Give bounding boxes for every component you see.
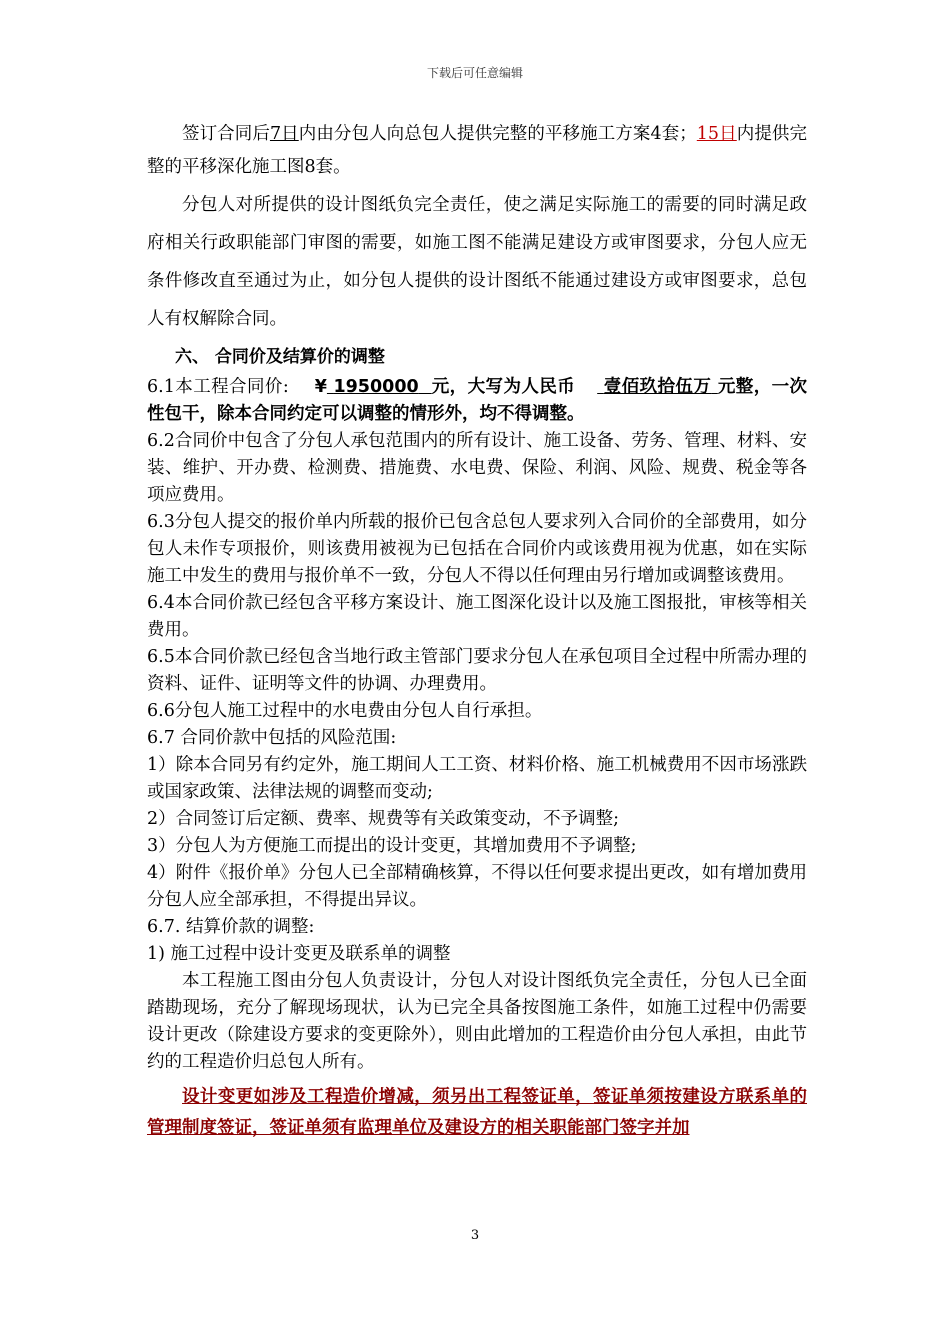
text: 6.1本工程合同价:: [147, 377, 289, 397]
risk-item-2: 2）合同签订后定额、费率、规费等有关政策变动，不予调整;: [147, 809, 620, 829]
section-heading: 六、 合同价及结算价的调整: [175, 347, 385, 367]
clause-6-6: 6.6分包人施工过程中的水电费由分包人自行承担。: [147, 701, 543, 721]
contract-amount: [327, 377, 432, 397]
amount-in-words: [597, 377, 718, 397]
document-body: [147, 118, 807, 1144]
paragraph-design-change: 本工程施工图由分包人负责设计，分包人对设计图纸负完全责任，分包人已全面踏勘现场，充分了解现场现状，认为已完全具备按图施工条件，如施工过程中仍需要设计更改（除建设方要求的变更除外），则由此增加的工程造价由分包人承担，由此节约的工程造价归总包人所有。: [147, 971, 807, 1072]
contract-amount-value: 1950000: [333, 377, 419, 397]
text: 元整: [717, 377, 754, 397]
paragraph-schedule: [147, 118, 807, 184]
page-header: 下载后可任意编辑: [426, 66, 523, 80]
paragraph-design-responsibility: 分包人对所提供的设计图纸负完全责任，使之满足实际施工的需要的同时满足政府相关行政职能部门审图的需要，如施工图不能满足建设方或审图要求，分包人应无条件修改直至通过为止，如分包人提供的设计图纸不能通过建设方或审图要求，总包人有权解除合同。: [147, 195, 807, 329]
bold-underlined-paragraph: 设计变更如涉及工程造价增减，须另出工程签证单，签证单须按建设方联系单的管理制度签证，签证单须有监理单位及建设方的相关职能部门签字并加: [147, 1087, 807, 1138]
risk-item-3: 3）分包人为方便施工而提出的设计变更，其增加费用不予调整;: [147, 836, 637, 856]
risk-item-1: 1）除本合同另有约定外，施工期间人工工资、材料价格、施工机械费用不因市场涨跌或国家政策、法律法规的调整而变动;: [147, 755, 807, 802]
amount-in-words-value: 壹佰玖拾伍万: [603, 377, 712, 397]
clause-6-7-settlement: 6.7. 结算价款的调整:: [147, 917, 315, 937]
text: ，一次性包干，除本合同约定可以调整的情形外，均不得调整。: [147, 377, 808, 424]
text: 内由分包人向总包人提供完整的平移施工方案4套；: [298, 124, 697, 144]
clause-6-1: [147, 374, 807, 428]
settlement-item-1: 1) 施工过程中设计变更及联系单的调整: [147, 944, 451, 964]
underlined-days-red: 15日: [696, 124, 737, 144]
underlined-days: 7日: [269, 124, 299, 144]
text: 签订合同后: [182, 124, 270, 144]
currency-symbol: ¥: [314, 377, 327, 397]
page-number: 3: [470, 1228, 480, 1243]
text: 元，大写为人民币: [431, 377, 576, 397]
clause-6-3: 6.3分包人提交的报价单内所载的报价已包含总包人要求列入合同价的全部费用，如分包人未作专项报价，则该费用被视为已包括在合同价内或该费用视为优惠，如在实际施工中发生的费用与报价单不一致，分包人不得以任何理由另行增加或调整该费用。: [147, 512, 807, 586]
risk-item-4: 4）附件《报价单》分包人已全部精确核算，不得以任何要求提出更改，如有增加费用分包人应全部承担，不得提出异议。: [147, 863, 807, 910]
clause-6-4: 6.4本合同价款已经包含平移方案设计、施工图深化设计以及施工图报批，审核等相关费用。: [147, 593, 807, 640]
clause-6-2: 6.2合同价中包含了分包人承包范围内的所有设计、施工设备、劳务、管理、材料、安装、维护、开办费、检测费、措施费、水电费、保险、利润、风险、规费、税金等各项应费用。: [147, 431, 807, 505]
clause-6-7: 6.7 合同价款中包括的风险范围:: [147, 728, 397, 748]
clause-6-5: 6.5本合同价款已经包含当地行政主管部门要求分包人在承包项目全过程中所需办理的资料、证件、证明等文件的协调、办理费用。: [147, 647, 807, 694]
text: 内提供完整的平移深化施工图8套。: [147, 124, 808, 177]
